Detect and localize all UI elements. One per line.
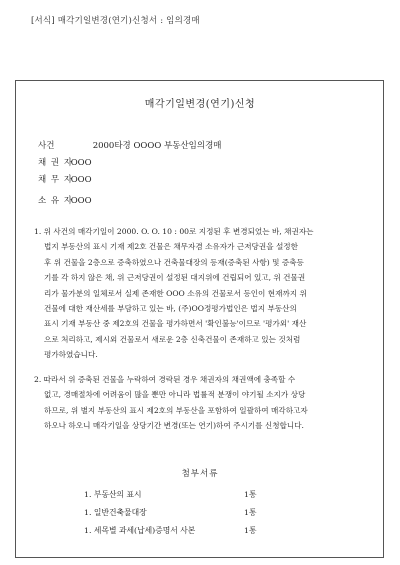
attachment-item	[84, 525, 257, 536]
party-debtor	[38, 173, 92, 185]
attachment-qty: 1통	[244, 508, 257, 517]
attachment-label: 1. 부동산의 표시	[84, 490, 142, 499]
paragraph-1	[34, 224, 372, 363]
paragraph-line: 후 위 건물을 2층으로 증축하였으나 건축물대장의 등재(증축된 사항) 및 증축등	[44, 257, 304, 267]
attachment-label: 1. 일반건축물대장	[84, 508, 147, 517]
paragraph-line: 하므로, 위 별지 부동산의 표시 제2호의 부동산을 포함하여 일괄하여 매각하고자	[44, 405, 308, 415]
party-role: 소 유 자	[38, 196, 74, 206]
party-name: OOO	[70, 175, 92, 185]
form-label: [서식] 매각기일변경(연기)신청서 : 임의경매	[31, 16, 200, 26]
paragraph-line: 2. 따라서 위 증축된 건물을 누락하여 경락된 경우 채권자의 채권액에 충족할 수	[34, 375, 296, 384]
case-label: 사건	[38, 141, 55, 151]
paragraph-line: 없고, 경매절차에 어려움이 많을 뿐만 아니라 법률적 분쟁이 야기될 소지가 상당	[44, 390, 306, 400]
case-line	[38, 139, 222, 151]
paragraph-line: 표시 기재 부동산 중 제2호의 건물을 평가하면서 '확인불능'이므로 '평가외' 재산	[44, 319, 307, 329]
paragraph-line: 으로 처리하고, 제시외 건물로서 새로운 2층 신축건물이 존재하고 있는 것처럼	[44, 334, 301, 344]
paragraph-line: 기를 각 하지 않은 채, 위 근저당권이 설정된 대지위에 건립되어 있고, 위 건물권	[44, 273, 306, 283]
party-role: 채 무 자	[38, 175, 74, 185]
paragraph-line: 평가하였습니다.	[44, 350, 98, 360]
document-title: 매각기일변경(연기)신청	[144, 99, 256, 110]
attachment-item	[84, 507, 257, 518]
attachment-qty: 1통	[244, 490, 257, 499]
party-name: OOO	[70, 158, 92, 168]
paragraph-line: 건물에 대한 재산세를 부담하고 있는 바, (주)OO정평가법인은 법지 부동산의	[44, 304, 297, 314]
party-name: OOO	[70, 196, 92, 206]
paragraph-line: 1. 위 사건의 매각기일이 2000. O. O. 10 : 00로 지정된 후 변경되었는 바, 채권자는	[34, 227, 314, 236]
attachment-qty: 1통	[244, 526, 257, 535]
paragraph-line: 법지 부동산의 표시 기재 제2호 건물은 채무자겸 소유자가 근저당권을 설정한	[44, 242, 298, 252]
attachment-label: 1. 세목별 과세(납세)증명서 사본	[84, 526, 196, 535]
paragraph-line: 리가 물가분의 일체로서 실제 존재한 OOO 소유의 건물로서 등인이 현재까지 위	[44, 288, 307, 298]
attachment-item	[84, 489, 257, 500]
paragraph-2	[34, 372, 372, 434]
party-role: 채 권 자	[38, 158, 74, 168]
case-value: 2000타경 OOOO 부동산임의경매	[92, 141, 222, 151]
party-owner	[38, 194, 92, 206]
attachments-title: 첨부서류	[181, 469, 219, 479]
party-creditor	[38, 156, 92, 168]
paragraph-line: 하오나 하오니 매각기일을 상당기간 변경(또는 연기)하여 주시기를 신청합니다.	[44, 421, 304, 431]
